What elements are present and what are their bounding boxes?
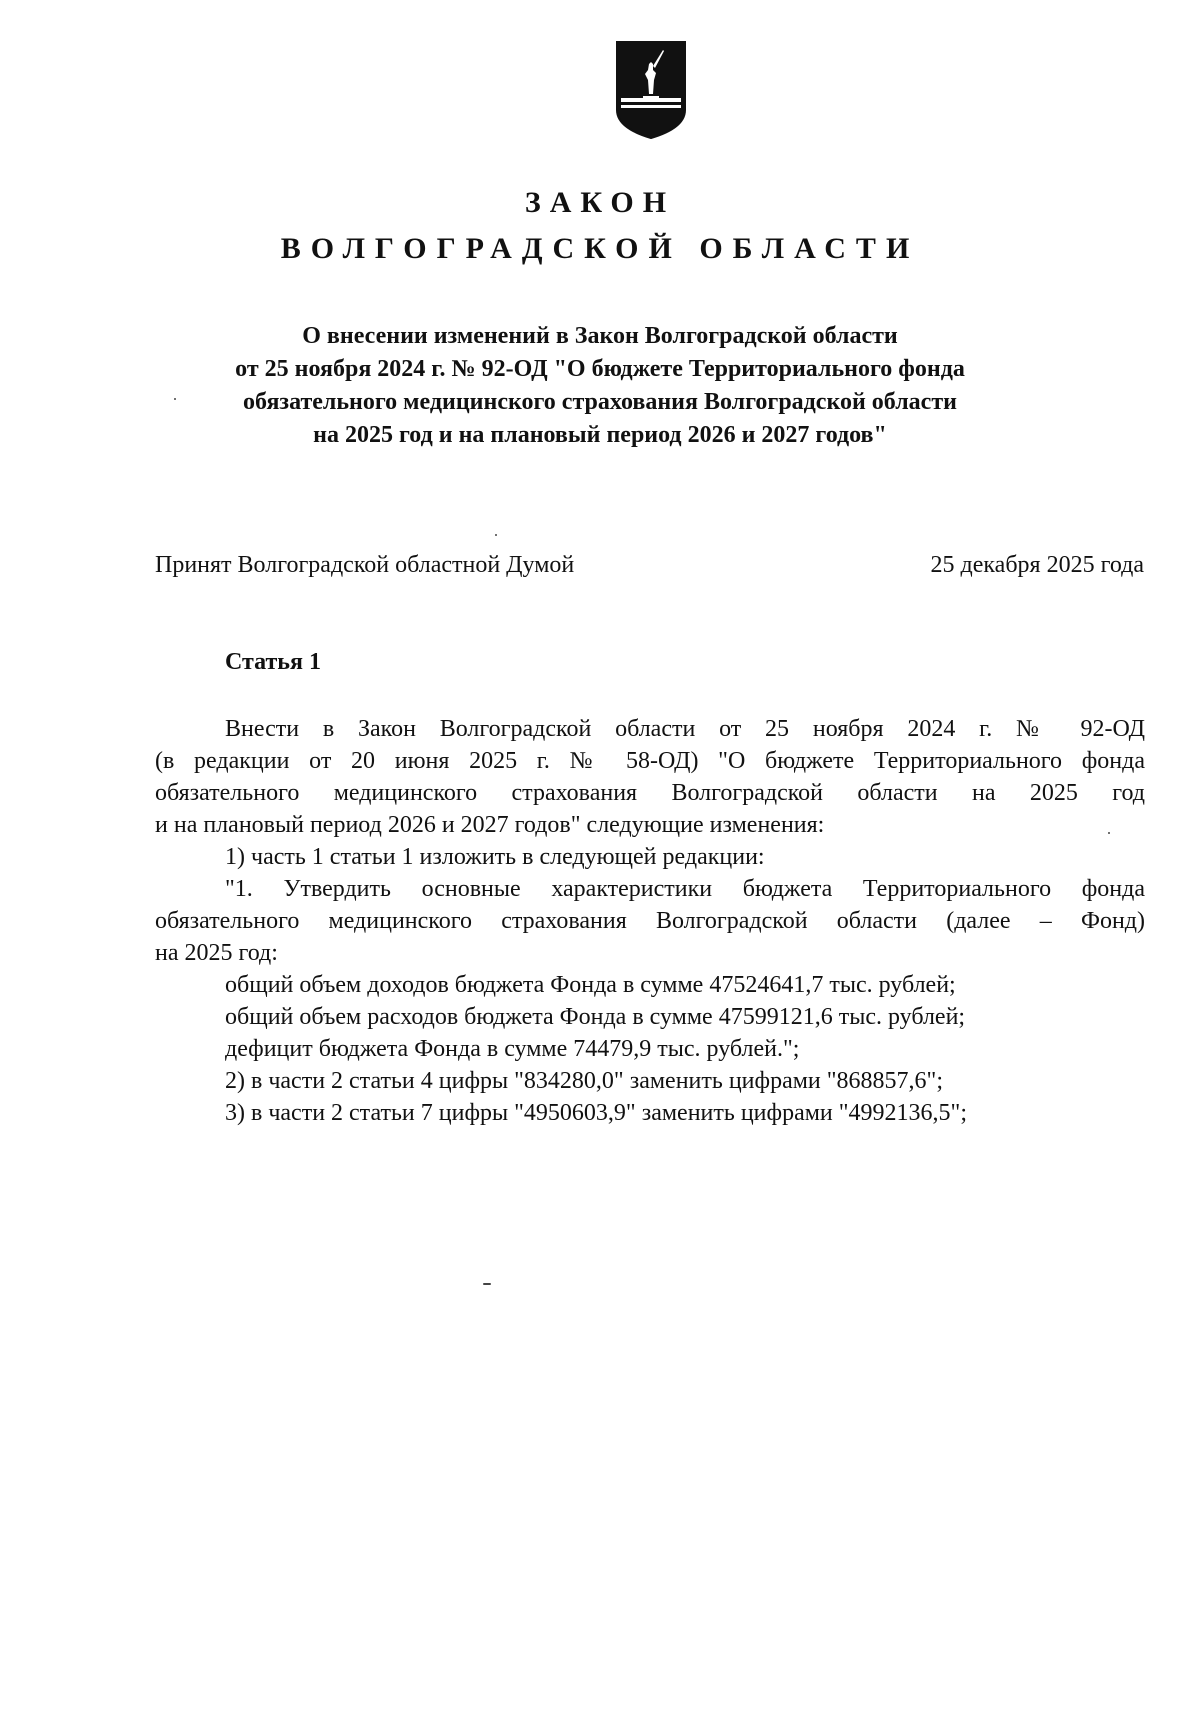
quote-line: на 2025 год: [155, 940, 278, 966]
quote-line: обязательного медицинского страхования Волгоградской области (далее – Фонд) [155, 908, 1145, 934]
subject-line: О внесении изменений в Закон Волгоградской области [302, 323, 898, 349]
scan-speck [1108, 832, 1110, 834]
quote-line: "1. Утвердить основные характеристики бюджета Территориального фонда [225, 876, 1145, 902]
subject-line: от 25 ноября 2024 г. № 92-ОД "О бюджете Территориального фонда [235, 356, 965, 382]
law-title: ЗАКОН [524, 186, 676, 219]
amendment-item-1: 1) часть 1 статьи 1 изложить в следующей редакции: [225, 844, 765, 870]
budget-expenditure-line: общий объем расходов бюджета Фонда в сумме 47599121,6 тыс. рублей; [225, 1004, 966, 1030]
law-region-title: ВОЛГОГРАДСКОЙ ОБЛАСТИ [280, 232, 920, 265]
article-body [155, 713, 1145, 1129]
paragraph-line: (в редакции от 20 июня 2025 г. № 58-ОД) "О бюджете Территориального фонда [155, 748, 1145, 774]
subject-line: обязательного медицинского страхования Волгоградской области [243, 389, 957, 415]
adopted-by: Принят Волгоградской областной Думой [155, 552, 575, 578]
budget-deficit-line: дефицит бюджета Фонда в сумме 74479,9 тыс. рублей."; [225, 1036, 800, 1062]
amendment-item-2: 2) в части 2 статьи 4 цифры "834280,0" заменить цифрами "868857,6"; [225, 1068, 944, 1094]
scan-speck [483, 1283, 491, 1285]
adoption-info [155, 552, 1144, 586]
paragraph-line: и на плановый период 2026 и 2027 годов" следующие изменения: [155, 812, 825, 838]
paragraph-line: Внести в Закон Волгоградской области от 25 ноября 2024 г. № 92-ОД [225, 716, 1145, 742]
scan-speck [174, 398, 176, 400]
volgograd-region-coat-of-arms-icon [615, 40, 687, 140]
article-heading: Статья 1 [225, 649, 321, 675]
amendment-item-3: 3) в части 2 статьи 7 цифры "4950603,9" заменить цифрами "4992136,5"; [225, 1100, 968, 1126]
paragraph-line: обязательного медицинского страхования Волгоградской области на 2025 год [155, 780, 1145, 806]
law-subject [150, 320, 1050, 452]
adoption-date: 25 декабря 2025 года [930, 552, 1144, 578]
scan-speck [495, 534, 497, 536]
subject-line: на 2025 год и на плановый период 2026 и 2027 годов" [313, 422, 887, 448]
budget-revenue-line: общий объем доходов бюджета Фонда в сумме 47524641,7 тыс. рублей; [225, 972, 956, 998]
